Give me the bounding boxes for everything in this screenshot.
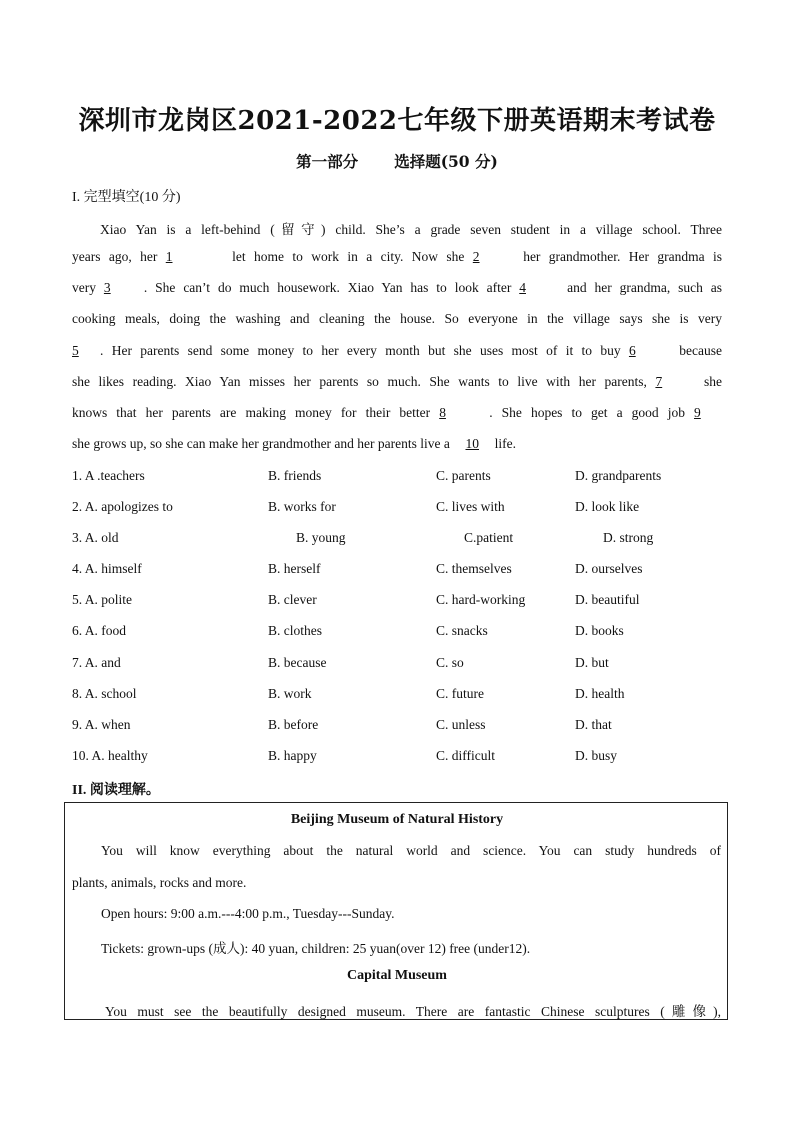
museum1-name: Beijing Museum of Natural History bbox=[290, 812, 504, 827]
blank-2: 2 bbox=[472, 249, 480, 264]
blank-10: 10 bbox=[465, 436, 479, 451]
blank-6: 6 bbox=[628, 343, 636, 358]
reading-box bbox=[64, 802, 728, 1020]
exam-title: 深圳市龙岗区2021-2022七年级下册英语期末考试卷 bbox=[78, 106, 716, 136]
blank-4: 4 bbox=[519, 280, 526, 295]
part-name: 选择题(50 分) bbox=[394, 152, 498, 171]
blank-7: 7 bbox=[655, 374, 663, 389]
museum1-desc-2: plants, animals, rocks and more. bbox=[72, 875, 247, 890]
passage-line-5: 5 . Her parents send some money to her every month but she uses most of it to buy 6 because bbox=[72, 343, 722, 358]
blank-9: 9 bbox=[694, 405, 701, 420]
part-heading bbox=[0, 150, 794, 172]
museum2-desc-1: You must see the beautifully designed museum. There are fantastic Chinese sculptures (雕像), bbox=[105, 1004, 721, 1019]
passage-line-6: she likes reading. Xiao Yan misses her parents so much. She wants to live with her parents, 7 she bbox=[72, 374, 722, 389]
museum1-desc-1: You will know everything about the natural world and science. You can study hundreds of bbox=[101, 843, 721, 858]
blank-5: 5 bbox=[72, 343, 79, 358]
passage-line-4: cooking meals, doing the washing and cleaning the house. So everyone in the village says she is very bbox=[72, 311, 722, 326]
part-label: 第一部分 bbox=[296, 152, 359, 171]
section1-heading: I. 完型填空(10 分) bbox=[72, 190, 181, 205]
blank-3: 3 bbox=[103, 280, 111, 295]
passage-line-1: Xiao Yan is a left-behind (留守) child. She’s a grade seven student in a village school. Three bbox=[100, 222, 722, 237]
blank-8: 8 bbox=[439, 405, 446, 420]
museum1-tickets: Tickets: grown-ups (成人): 40 yuan, children: 25 yuan(over 12) free (under12). bbox=[101, 941, 531, 956]
blank-1: 1 bbox=[165, 249, 173, 264]
museum2-name: Capital Museum bbox=[347, 968, 447, 983]
passage-line-8: she grows up, so she can make her grandmother and her parents live a 10 life. bbox=[72, 436, 516, 451]
section2-heading: II. 阅读理解。 bbox=[72, 783, 160, 798]
museum1-hours: Open hours: 9:00 a.m.---4:00 p.m., Tuesday---Sunday. bbox=[101, 906, 395, 921]
passage-line-7: knows that her parents are making money for their better 8 . She hopes to get a good job 9 bbox=[72, 405, 722, 421]
passage-line-3: very 3 . She can’t do much housework. Xiao Yan has to look after 4 and her grandma, such as bbox=[72, 280, 723, 295]
passage-line-2: years ago, her 1 let home to work in a city. Now she 2 her grandmother. Her grandma is bbox=[72, 249, 723, 264]
